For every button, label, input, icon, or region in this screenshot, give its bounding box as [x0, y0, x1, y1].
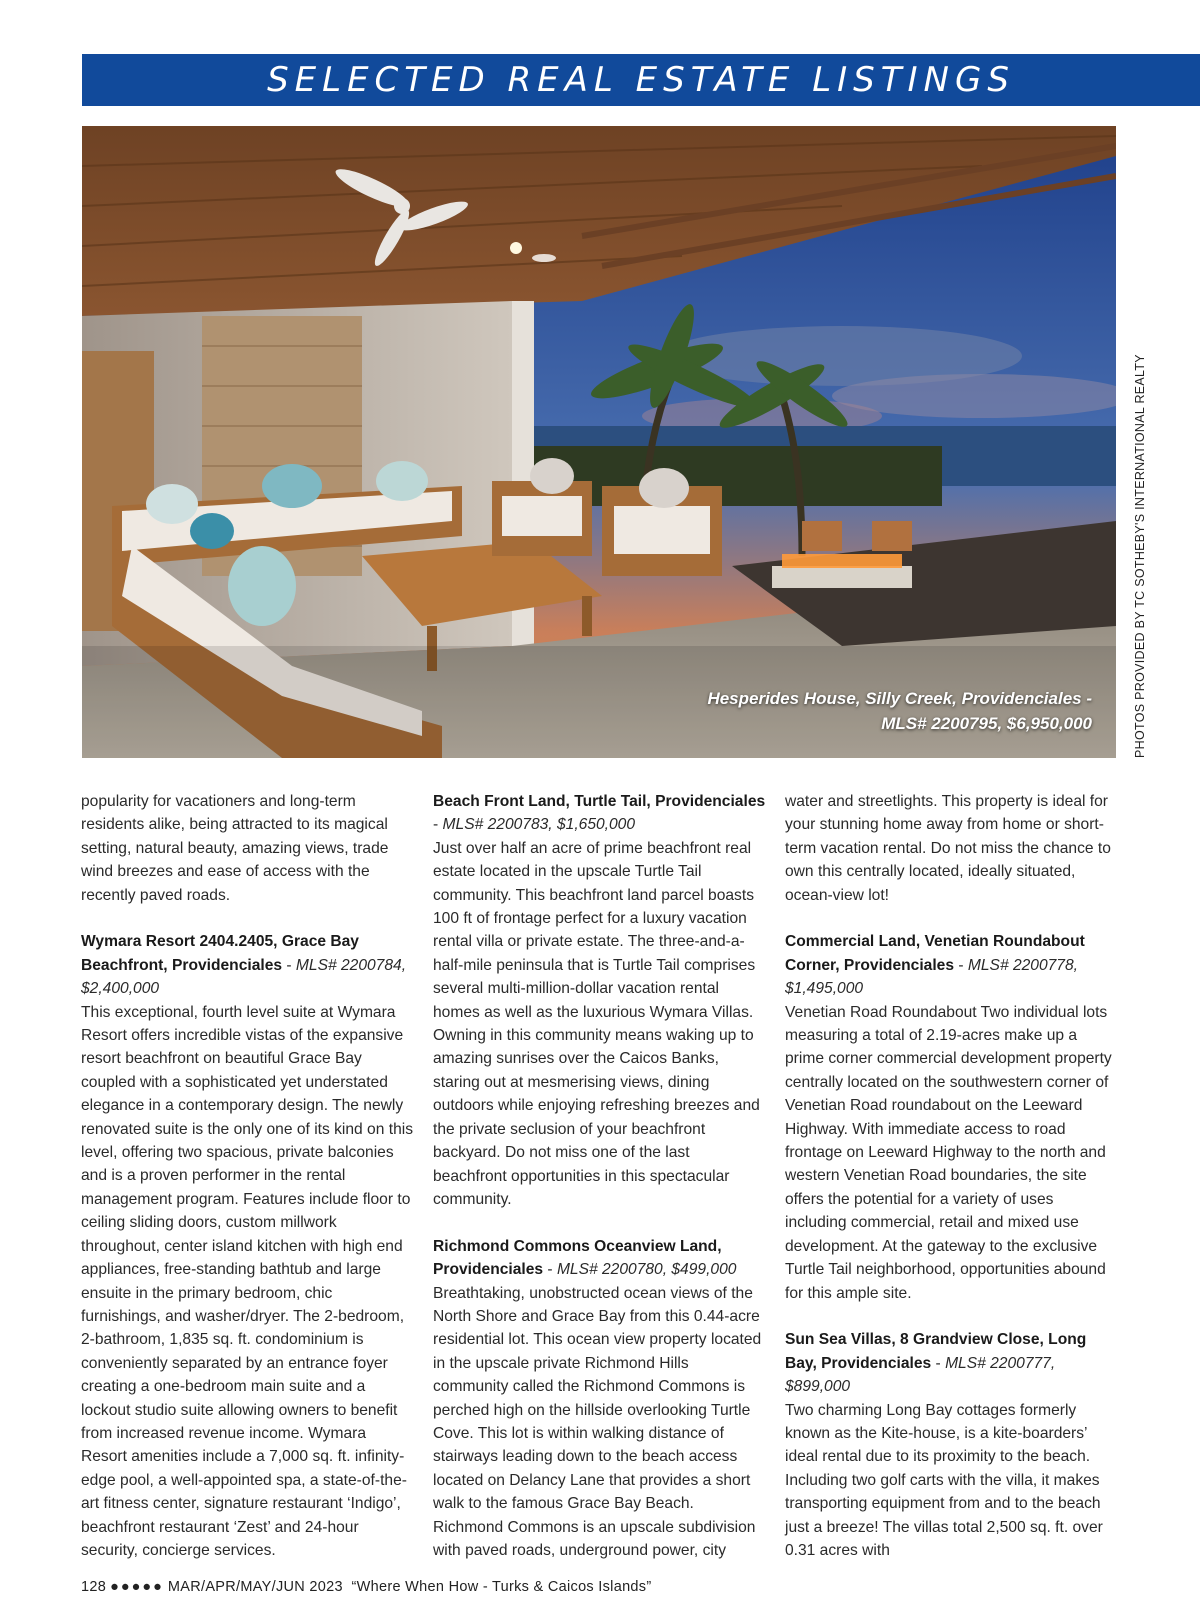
photo-credit: PHOTOS PROVIDED BY TC SOTHEBY'S INTERNATIONAL REALTY — [1133, 354, 1147, 758]
column-3 — [785, 790, 1119, 1562]
listing-wymara: Wymara Resort 2404.2405, Grace Bay Beachfront, Providenciales - MLS# 2200784, $2,400,000 — [81, 933, 407, 998]
listing-meta: MLS# 2200778, $1,495,000 — [785, 956, 1078, 998]
listing-title: Commercial Land, Venetian Roundabout Corner, Providenciales — [785, 933, 1085, 974]
column-2 — [433, 790, 767, 1562]
listing-meta: MLS# 2200784, $2,400,000 — [81, 956, 407, 998]
caption-line-1: Hesperides House, Silly Creek, Providenciales - — [707, 689, 1092, 708]
page-footer — [81, 1579, 651, 1595]
section-banner — [82, 54, 1200, 106]
listing-body: Two charming Long Bay cottages formerly known as the Kite-house, is a kite-boarders’ ideal rental due to its proximity to the beach. Including two golf carts with the villa, it makes transporting equipment from and to the beach just a breeze! The villas total 2,500 sq. ft. over 0.31 acres with — [785, 1401, 1103, 1559]
listing-sun-sea: Sun Sea Villas, 8 Grandview Close, Long Bay, Providenciales - MLS# 2200777, $899,000 — [785, 1331, 1087, 1396]
footer-dots: ●●●●● — [110, 1579, 164, 1595]
listing-venetian: Commercial Land, Venetian Roundabout Corner, Providenciales - MLS# 2200778, $1,495,000 — [785, 933, 1085, 998]
intro-paragraph: popularity for vacationers and long-term residents alike, being attracted to its magical setting, natural beauty, amazing views, trade wind breezes and ease of access with the recently paved roads. — [81, 793, 389, 904]
listing-richmond: Richmond Commons Oceanview Land, Providenciales - MLS# 2200780, $499,000 — [433, 1237, 737, 1279]
hero-photo — [82, 126, 1116, 758]
listing-meta: MLS# 2200783, $1,650,000 — [442, 816, 636, 834]
listing-turtle-tail: Beach Front Land, Turtle Tail, Providenciales - MLS# 2200783, $1,650,000 — [433, 793, 766, 834]
continued-paragraph: water and streetlights. This property is ideal for your stunning home away from home or short-term vacation rental. Do not miss the chance to own this centrally located, ideally situated, ocean-view lot! — [785, 793, 1111, 904]
listing-meta: MLS# 2200780, $499,000 — [556, 1261, 737, 1279]
column-1 — [81, 790, 415, 1562]
listing-body: Venetian Road Roundabout Two individual lots measuring a total of 2.19-acres make up a prime corner commercial development property centrally located on the southwestern corner of Venetian Road roundabout on the Leeward Highway. With immediate access to road frontage on Leeward Highway to the north and western Venetian Road boundaries, the site offers the potential for a variety of uses including commercial, retail and mixed use development. At the gateway to the exclusive Turtle Tail neighborhood, opportunities abound for this ample site. — [785, 1003, 1112, 1302]
listing-title: Wymara Resort 2404.2405, Grace Bay Beachfront, Providenciales — [81, 933, 359, 974]
photo-caption — [707, 686, 1092, 736]
page-number: 128 — [81, 1579, 107, 1595]
patio-sunset-illustration — [82, 126, 1116, 758]
listing-body: Just over half an acre of prime beachfront real estate located in the upscale Turtle Tail community. This beachfront land parcel boasts 100 ft of frontage perfect for a luxury vacation rental villa or private estate. The three-and-a-half-mile peninsula that is Turtle Tail comprises several multi-million-dollar vacation rental homes as well as the luxurious Wymara Villas. Owning in this community means waking up to amazing sunrises over the Caicos Banks, staring out at mesmerising views, dining outdoors while enjoying refreshing breezes and the private seclusion of your beachfront backyard. Do not miss one of the last beachfront opportunities in this spectacular community. — [433, 839, 760, 1208]
listing-title: Sun Sea Villas, 8 Grandview Close, Long Bay, Providenciales — [785, 1331, 1087, 1372]
issue-date: MAR/APR/MAY/JUN 2023 — [167, 1579, 343, 1595]
caption-line-2: MLS# 2200795, $6,950,000 — [881, 714, 1092, 733]
listing-body: Breathtaking, unobstructed ocean views of the North Shore and Grace Bay from this 0.44-acre residential lot. This ocean view property located in the upscale private Richmond Hills community called the Richmond Commons is perched high on the hillside overlooking Turtle Cove. This lot is within walking distance of stairways leading down to the beach access located on Delancy Lane that provides a short walk to the famous Grace Bay Beach. Richmond Commons is an upscale subdivision with paved roads, underground power, city — [433, 1284, 762, 1559]
listing-title: Beach Front Land, Turtle Tail, Providenciales — [433, 793, 766, 810]
listing-meta: MLS# 2200777, $899,000 — [785, 1354, 1056, 1396]
listing-title: Richmond Commons Oceanview Land, Providenciales — [433, 1237, 722, 1279]
listing-body: This exceptional, fourth level suite at Wymara Resort offers incredible vistas of the expansive resort beachfront on beautiful Grace Bay coupled with a sophisticated yet understated elegance in a contemporary design. The newly renovated suite is the only one of its kind on this level, offering two spacious, private balconies and is a proven performer in the rental management program. Features include floor to ceiling sliding doors, custom millwork throughout, center island kitchen with high end appliances, free-standing bathtub and large ensuite in the primary bedroom, chic furnishings, and washer/dryer. The 2-bedroom, 2-bathroom, 1,835 sq. ft. condominium is conveniently separated by an entrance foyer creating a one-bedroom main suite and a lockout studio suite allowing owners to benefit from increased revenue income. Wymara Resort amenities include a 7,000 sq. ft. infinity-edge pool, a well-appointed spa, a state-of-the-art fitness center, signature restaurant ‘Indigo’, beachfront restaurant ‘Zest’ and 24-hour security, concierge services. — [81, 1003, 413, 1559]
banner-title: SELECTED REAL ESTATE LISTINGS — [267, 60, 1015, 100]
publication-name: “Where When How - Turks & Caicos Islands” — [351, 1579, 652, 1595]
